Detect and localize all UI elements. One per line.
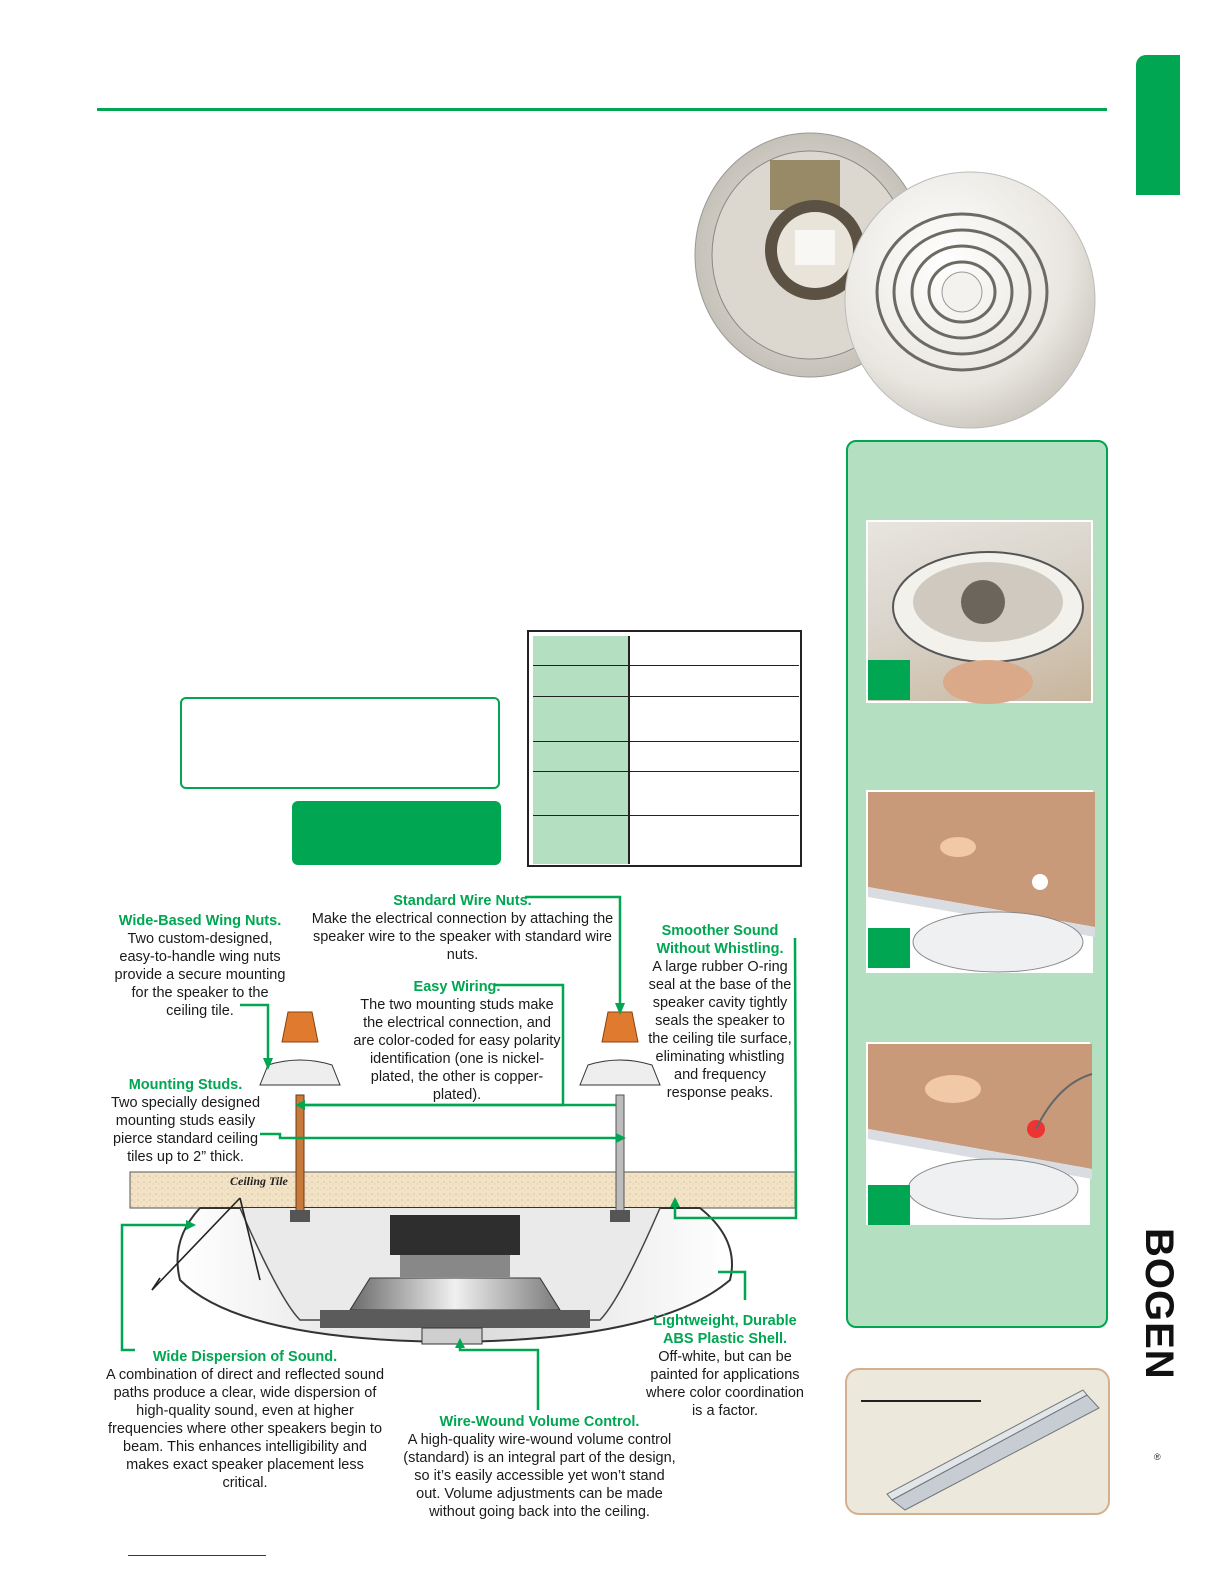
callout-title: Wide-Based Wing Nuts. — [118, 913, 282, 929]
callout-wing-nuts — [110, 912, 290, 1020]
header-rule — [97, 108, 1107, 111]
section-tab — [1136, 55, 1180, 195]
callout-body: Two custom-designed, easy-to-handle wing nuts provide a secure mounting for the speaker to the ceiling tile. — [114, 931, 286, 1019]
callout-title: Lightweight, Durable ABS Plastic Shell. — [653, 1313, 797, 1347]
callout-body: A combination of direct and reflected sound paths produce a clear, wide dispersion of high-quality sound, even at higher frequencies where other speakers begin to beam. This enhances intelligibility and makes exact speaker placement less critical. — [105, 1367, 385, 1491]
ceiling-tile-label: Ceiling Tile — [230, 1174, 288, 1188]
callout-title: Smoother Sound Without Whistling. — [656, 923, 784, 957]
callout-body: The two mounting studs make the electrical connection, and are color-coded for easy polarity identification (one is nickel-plated, the other is copper-plated). — [353, 997, 561, 1103]
callout-mounting-studs — [108, 1076, 263, 1166]
bogen-logo — [1137, 1228, 1181, 1448]
svg-text:BOGEN: BOGEN — [1137, 1228, 1181, 1380]
step-badge-3 — [868, 1185, 910, 1225]
callout-title: Wide Dispersion of Sound. — [152, 1349, 338, 1365]
registered-mark: ® — [1154, 1452, 1161, 1462]
callout-body: A large rubber O-ring seal at the base of the speaker cavity tightly seals the speaker to the ceiling tile surface, eliminating whistling and frequency response peaks. — [648, 959, 792, 1101]
callout-volume-control — [402, 1413, 677, 1521]
callout-title: Wire-Wound Volume Control. — [439, 1414, 640, 1430]
callout-title: Mounting Studs. — [128, 1077, 243, 1093]
product-photo — [690, 130, 1100, 430]
support-rail-image — [887, 1390, 1102, 1510]
callout-body: Off-white, but can be painted for applications where color coordination is a factor. — [646, 1349, 804, 1419]
callout-dispersion — [105, 1348, 385, 1492]
accessory-box — [845, 1368, 1110, 1515]
highlight-box — [292, 801, 501, 865]
callout-body: Two specially designed mounting studs easily pierce standard ceiling tiles up to 2” thick. — [110, 1095, 261, 1165]
callout-easy-wiring — [352, 978, 562, 1104]
step-badge-1 — [868, 660, 910, 700]
callout-smoother-sound — [645, 922, 795, 1102]
step-badge-2 — [868, 928, 910, 968]
spec-table — [527, 630, 802, 867]
callout-abs-shell — [645, 1312, 805, 1420]
note-box — [180, 697, 500, 789]
callout-wire-nuts — [305, 892, 620, 964]
footer-link-underline — [128, 1555, 266, 1556]
callout-body: A high-quality wire-wound volume control (standard) is an integral part of the design, so it’s easily accessible yet won’t stand out. Volume adjustments can be made without going back into the ceiling. — [403, 1432, 676, 1520]
callout-title: Easy Wiring. — [413, 979, 501, 995]
callout-title: Standard Wire Nuts. — [393, 893, 532, 909]
callout-body: Make the electrical connection by attaching the speaker wire to the speaker with standard wire nuts. — [311, 911, 614, 963]
